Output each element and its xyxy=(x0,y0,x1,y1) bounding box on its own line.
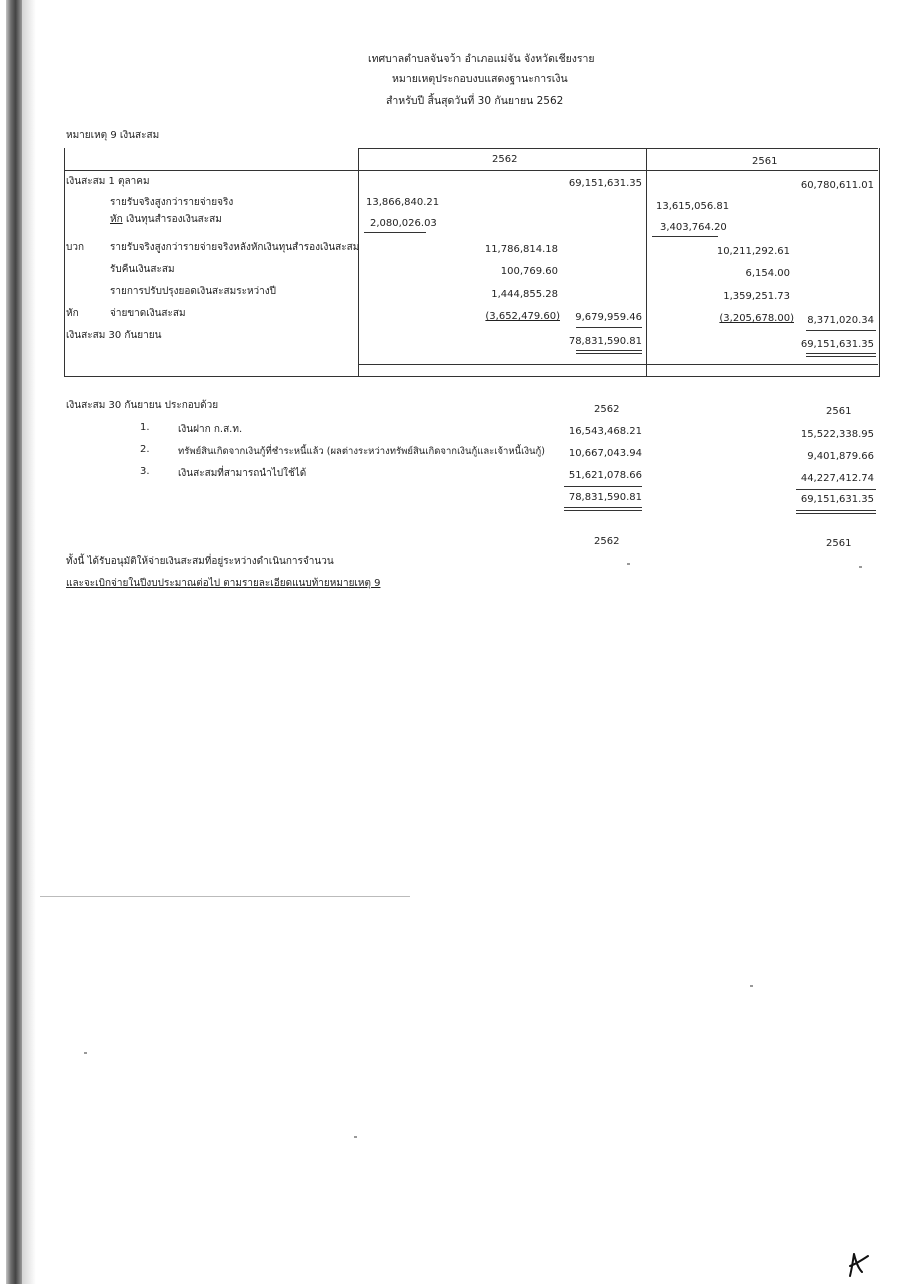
underline-subtotal-2562 xyxy=(576,327,642,328)
composition-item-1-2562: 16,543,468.21 xyxy=(568,426,642,437)
approval-line-2: และจะเบิกจ่ายในปีงบประมาณต่อไป ตามรายละเอียดแนบท้ายหมายเหตุ 9 xyxy=(66,578,381,589)
row-spend-prefix: หัก xyxy=(66,308,79,319)
composition-item-3-label: เงินสะสมที่สามารถนำไปใช้ได้ xyxy=(178,468,307,479)
col-header-2562: 2562 xyxy=(492,154,518,165)
row-opening-2562: 69,151,631.35 xyxy=(568,178,642,189)
underline-reserve-2561 xyxy=(652,236,718,237)
header-municipality: เทศบาลตำบลจันจว้า อำเภอแม่จัน จังหวัดเชียงราย xyxy=(368,53,595,65)
double-underline-composition-2562 xyxy=(564,507,642,511)
row-less-reserve-2562: 2,080,026.03 xyxy=(370,218,437,229)
double-underline-closing-2561 xyxy=(806,353,876,357)
row-refund-2562: 100,769.60 xyxy=(500,266,558,277)
row-closing-2562: 78,831,590.81 xyxy=(568,336,642,347)
row-refund-label: รับคืนเงินสะสม xyxy=(110,264,175,275)
row-income-2561: 13,615,056.81 xyxy=(656,201,730,212)
row-add-prefix: บวก xyxy=(66,242,85,253)
row-add-2562: 11,786,814.18 xyxy=(484,244,558,255)
row-closing-label: เงินสะสม 30 กันยายน xyxy=(66,330,162,341)
row-refund-2561: 6,154.00 xyxy=(745,268,790,279)
row-less-reserve-2561: 3,403,764.20 xyxy=(660,222,727,233)
row-closing-2561: 69,151,631.35 xyxy=(800,339,874,350)
composition-item-2-no: 2. xyxy=(140,444,150,455)
row-opening-2561: 60,780,611.01 xyxy=(800,180,874,191)
composition-item-3-no: 3. xyxy=(140,466,150,477)
row-income-2562: 13,866,840.21 xyxy=(366,197,440,208)
row-income-label: รายรับจริงสูงกว่ารายจ่ายจริง xyxy=(110,197,234,208)
underline-subtotal-2561 xyxy=(806,330,876,331)
row-spend-2562-subtotal: 9,679,959.46 xyxy=(575,312,642,323)
approval-col-2562: 2562 xyxy=(594,536,620,547)
composition-item-1-label: เงินฝาก ก.ส.ท. xyxy=(178,424,243,435)
col-divider-2 xyxy=(646,148,647,376)
composition-total-2562: 78,831,590.81 xyxy=(568,492,642,503)
composition-col-2561: 2561 xyxy=(826,406,852,417)
row-opening-label: เงินสะสม 1 ตุลาคม xyxy=(66,176,150,187)
composition-item-3-2561: 44,227,412.74 xyxy=(800,473,874,484)
scan-speck xyxy=(859,566,862,568)
table-top-rule xyxy=(358,148,878,149)
row-spend-2561: (3,205,678.00) xyxy=(719,313,794,324)
col-divider-1 xyxy=(358,148,359,376)
scan-edge-shadow xyxy=(0,0,40,1284)
composition-item-1-2561: 15,522,338.95 xyxy=(800,429,874,440)
row-adjust-label: รายการปรับปรุงยอดเงินสะสมระหว่างปี xyxy=(110,286,277,297)
scan-artifact-line xyxy=(40,896,410,897)
header-subtitle: หมายเหตุประกอบงบแสดงฐานะการเงิน xyxy=(392,73,568,85)
row-spend-2561-subtotal: 8,371,020.34 xyxy=(807,315,874,326)
scan-speck xyxy=(627,563,630,565)
row-less-reserve-label: เงินทุนสำรองเงินสะสม xyxy=(126,214,222,225)
composition-total-2561: 69,151,631.35 xyxy=(800,494,874,505)
header-period: สำหรับปี สิ้นสุดวันที่ 30 กันยายน 2562 xyxy=(386,95,564,107)
approval-line-1: ทั้งนี้ ได้รับอนุมัติให้จ่ายเงินสะสมที่อยู่ระหว่างดำเนินการจำนวน xyxy=(66,556,334,567)
row-spend-label: จ่ายขาดเงินสะสม xyxy=(110,308,186,319)
double-underline-closing-2562 xyxy=(576,350,642,354)
underline-composition-2561 xyxy=(796,489,876,490)
table-bottom-inner-rule xyxy=(358,364,878,365)
approval-col-2561: 2561 xyxy=(826,538,852,549)
composition-item-1-no: 1. xyxy=(140,422,150,433)
table-header-rule xyxy=(64,170,878,171)
composition-item-3-2562: 51,621,078.66 xyxy=(568,470,642,481)
underline-reserve-2562 xyxy=(364,232,426,233)
note-title: หมายเหตุ 9 เงินสะสม xyxy=(66,130,160,141)
composition-item-2-2561: 9,401,879.66 xyxy=(807,451,874,462)
accumulated-fund-table xyxy=(64,148,880,377)
col-header-2561: 2561 xyxy=(752,156,778,167)
scan-speck xyxy=(84,1052,87,1054)
row-adjust-2562: 1,444,855.28 xyxy=(491,289,558,300)
row-add-label: รายรับจริงสูงกว่ารายจ่ายจริงหลังหักเงินทุนสำรองเงินสะสม xyxy=(110,242,360,253)
composition-item-2-2562: 10,667,043.94 xyxy=(568,448,642,459)
row-less-reserve-prefix: หัก xyxy=(110,214,123,225)
composition-item-2-label: ทรัพย์สินเกิดจากเงินกู้ที่ชำระหนี้แล้ว (ผลต่างระหว่างทรัพย์สินเกิดจากเงินกู้และเจ้าหนี้เงินกู้) xyxy=(178,446,545,457)
row-adjust-2561: 1,359,251.73 xyxy=(723,291,790,302)
double-underline-composition-2561 xyxy=(796,510,876,514)
handwritten-initial xyxy=(844,1250,874,1280)
composition-col-2562: 2562 xyxy=(594,404,620,415)
scan-speck xyxy=(354,1136,357,1138)
composition-title: เงินสะสม 30 กันยายน ประกอบด้วย xyxy=(66,400,219,411)
row-add-2561: 10,211,292.61 xyxy=(716,246,790,257)
underline-composition-2562 xyxy=(564,486,642,487)
row-spend-2562: (3,652,479.60) xyxy=(485,311,560,322)
scan-speck xyxy=(750,985,753,987)
